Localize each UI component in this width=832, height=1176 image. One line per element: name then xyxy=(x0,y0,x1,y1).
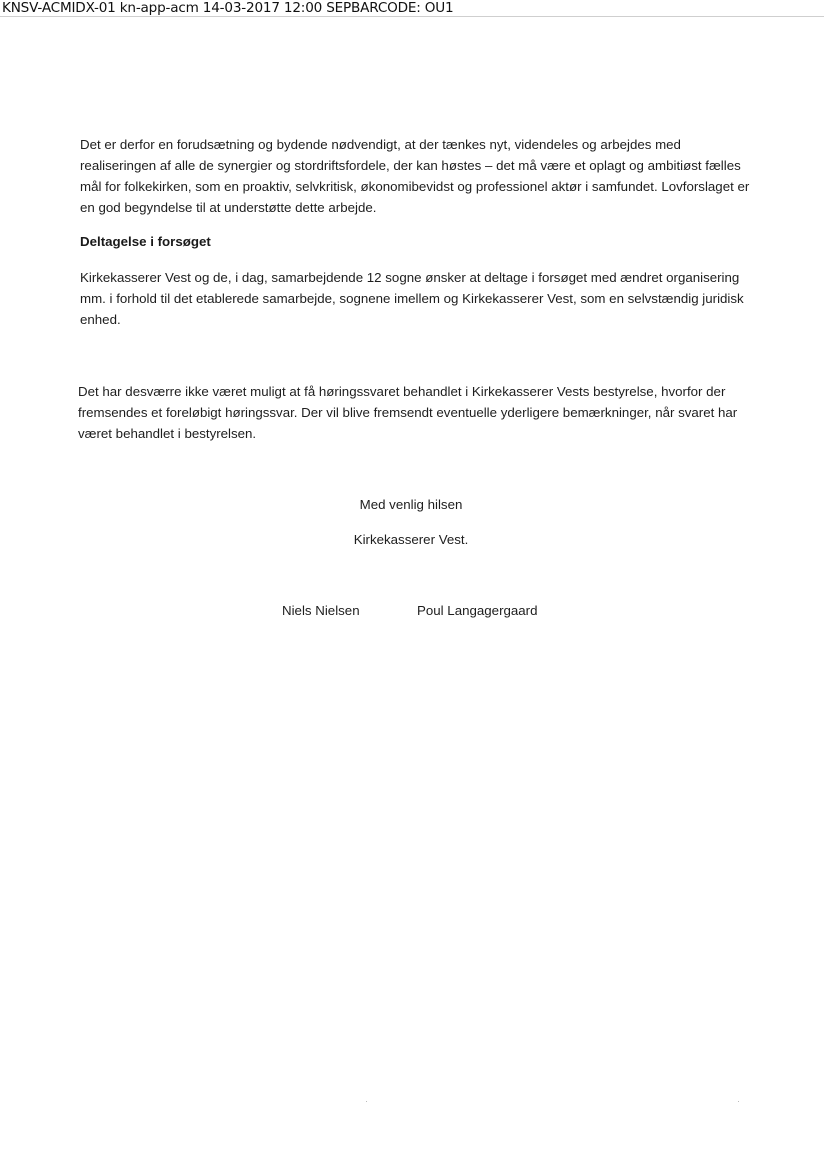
paragraph-preliminary-response: Det har desværre ikke været muligt at få høringssvaret behandlet i Kirkekasserer Vests bestyrelse, hvorfor der fremsendes et foreløbigt høringssvar. Der vil blive fremsendt eventuelle yderligere bemærkninger, når svaret har været behandlet i bestyrelsen. xyxy=(78,384,738,441)
paragraph-synergies: Det er derfor en forudsætning og bydende nødvendigt, at der tænkes nyt, videndeles og arbejdes med realiseringen af alle de synergier og stordriftsfordele, der kan høstes – det må være et oplagt og ambitiøst fælles mål for folkekirken, som en proaktiv, selvkritisk, økonomibevidst og professionel aktør i samfundet. Lovforslaget er en god begyndelse til at understøtte dette arbejde. xyxy=(80,137,750,215)
section-heading: Deltagelse i forsøget xyxy=(80,234,211,249)
signatory-name: Poul Langagergaard xyxy=(417,603,538,618)
fax-header-rule xyxy=(0,16,824,17)
fax-header-line: KNSV-ACMIDX-01 kn-app-acm 14-03-2017 12:00 SEPBARCODE: OU1 xyxy=(2,0,454,16)
closing-organization: Kirkekasserer Vest. xyxy=(353,532,469,547)
paragraph-participation: Kirkekasserer Vest og de, i dag, samarbejdende 12 sogne ønsker at deltage i forsøget med ændret organisering mm. i forhold til det etablerede samarbejde, sognene imellem og Kirkekasserer Vest, som en selvstændig juridisk enhed. xyxy=(80,270,744,327)
scan-speck xyxy=(366,1101,367,1102)
signatory-name: Niels Nielsen xyxy=(282,603,360,618)
scan-speck xyxy=(738,1101,739,1102)
closing-greeting: Med venlig hilsen xyxy=(359,497,463,512)
